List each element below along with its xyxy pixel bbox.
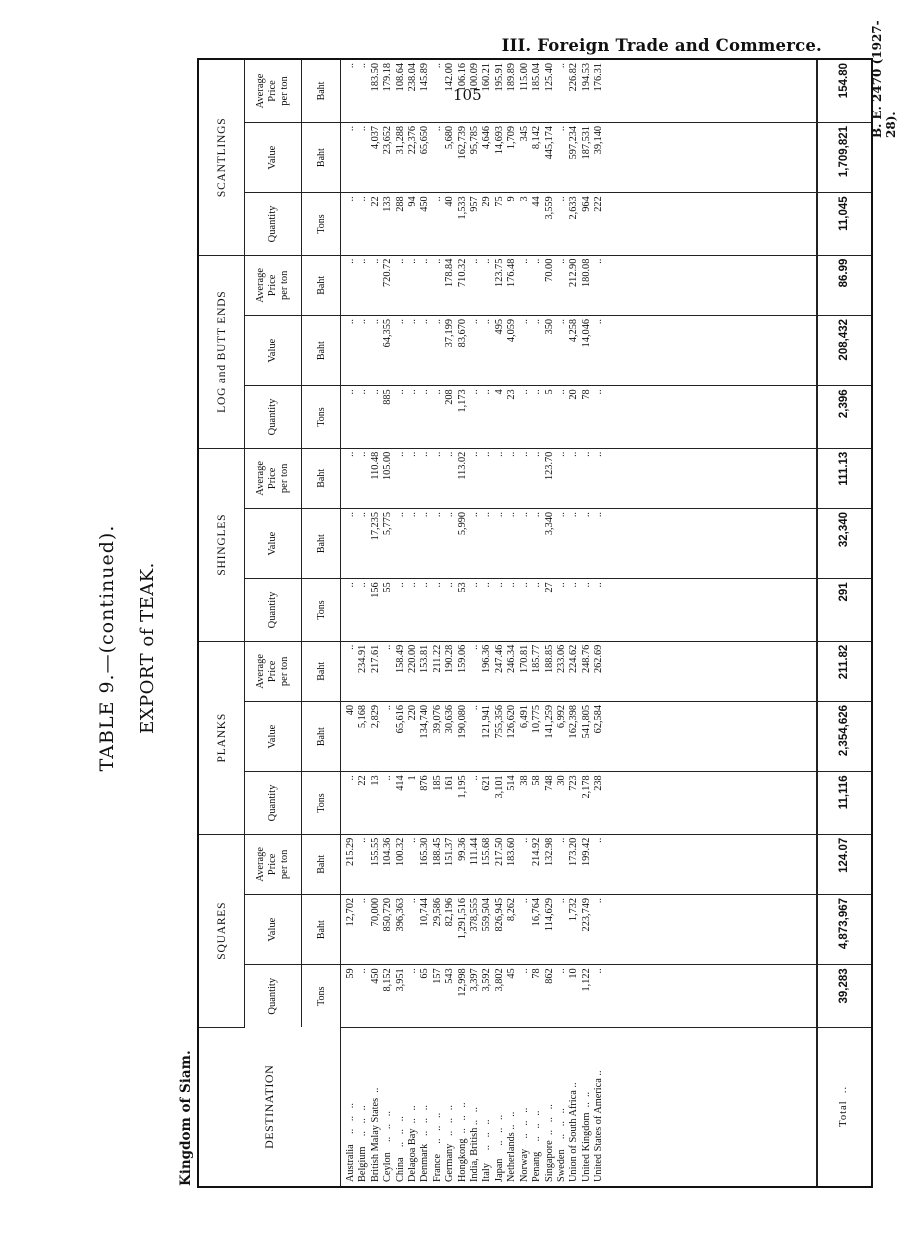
quantity-header: Quantity [245,579,302,641]
total-planks-value: 2,354,626 [817,701,871,771]
value-header: Value [245,508,302,578]
shingles-value-column: .. .. 17,235 5,775 .. .. .. .. .. 5,990 .. .. .. .. .. .. 3,340 .. .. .. .. [341,508,818,578]
unit-tons: Tons [302,579,341,641]
squares-avg-price-column: 215.29 .. 155.55 104.36 100.32 .. 165.30 188.45 151.37 99.36 111.44 155.68 217.50 183.60 .. 214.92 132.98 .. 173.20 199.42 .. [341,834,818,894]
total-squares-quantity: 39,283 [817,965,871,1027]
planks-value-column: 40 5,168 2,829 .. 65,616 220 134,740 39,076 30,636 190,080 .. 121,941 755,356 126,620 6,491 10,775 141,259 6,992 162,398 541,805 62,584 [341,701,818,771]
planks-avg-price-column: .. 234.91 217.61 .. 158.49 220.00 153.81 211.22 190.28 159.06 .. 196.36 247.46 246.34 170.81 185.77 188.85 233.06 224.62 248.76 262.69 [341,641,818,701]
table-subtitle: EXPORT of TEAK. [137,562,158,734]
log-butt-ends-group-header: LOG and BUTT ENDS [199,255,245,448]
unit-baht: Baht [302,315,341,385]
unit-baht: Baht [302,122,341,192]
total-squares-avg-price: 124.07 [817,834,871,894]
total-log-value: 208,432 [817,315,871,385]
unit-baht: Baht [302,508,341,578]
total-shingles-value: 32,340 [817,508,871,578]
total-label: Total .. [817,1027,871,1186]
teak-export-table [197,58,873,1188]
destination-header: DESTINATION [199,1027,341,1186]
table-title: TABLE 9.—(continued). [96,524,118,772]
squares-group-header: SQUARES [199,834,245,1027]
unit-baht: Baht [302,894,341,964]
shingles-group-header: SHINGLES [199,448,245,641]
unit-baht: Baht [302,701,341,771]
quantity-header: Quantity [245,772,302,834]
total-scantlings-quantity: 11,045 [817,193,871,255]
total-scantlings-value: 1,709,821 [817,122,871,192]
log-quantity-column: .. .. .. 885 .. .. .. .. 208 1,173 .. .. 4 23 .. .. 5 .. 20 78 .. [341,386,818,448]
avg-price-header: Average Price per ton [245,448,302,508]
destination-list: Australia .. .. .. Belgium .. .. .. British Malay States .. Ceylon .. .. .. China .. .. .. Delagoa Bay .. .. Denmark .. .. .. France .. .. .. Germany .. .. .. Hongkong .. .. .. India, British .. .. Italy .. .. .. Japan .. .. .. Netherlands .. .. Norway .. .. .. Penang .. .. .. Singapore .. .. .. Sweden .. .. .. Union of South Africa .. United Kingdom .. .. United States of America .. [345,1070,605,1182]
total-scantlings-avg-price: 154.80 [817,60,871,122]
unit-baht: Baht [302,641,341,701]
unit-baht: Baht [302,834,341,894]
value-header: Value [245,701,302,771]
running-header: III. Foreign Trade and Commerce. [501,36,822,55]
total-planks-quantity: 11,116 [817,772,871,834]
squares-quantity-column: 59 .. 450 8,152 3,951 .. 65 157 543 12,998 3,397 3,592 3,802 45 .. 78 862 .. 10 1,122 .. [341,965,818,1027]
quantity-header: Quantity [245,193,302,255]
total-planks-avg-price: 211.82 [817,641,871,701]
unit-baht: Baht [302,448,341,508]
log-avg-price-column: .. .. .. 720.72 .. .. .. .. 178.84 710.32 .. .. 123.75 176.48 .. .. 70.00 .. 212.90 180.08 .. [341,255,818,315]
avg-price-header: Average Price per ton [245,255,302,315]
log-value-column: .. .. .. 64,355 .. .. .. .. 37,199 83,670 .. .. 495 4,059 .. .. 350 .. 4,258 14,046 .. [341,315,818,385]
squares-value-column: 12,702 .. 70,000 850,720 396,363 .. 10,744 29,586 82,196 1,291,516 378,555 559,504 826,945 8,262 .. 16,764 114,629 .. 1,732 223,749 .. [341,894,818,964]
total-shingles-avg-price: 111.13 [817,448,871,508]
value-header: Value [245,894,302,964]
era-label: B. E. 2470 (1927-28). [870,20,898,138]
quantity-header: Quantity [245,965,302,1027]
kingdom-label: Kingdom of Siam. [178,1050,194,1186]
unit-tons: Tons [302,772,341,834]
unit-tons: Tons [302,193,341,255]
total-log-quantity: 2,396 [817,386,871,448]
total-log-avg-price: 86.99 [817,255,871,315]
value-header: Value [245,122,302,192]
page-number: 105 [453,86,482,104]
avg-price-header: Average Price per ton [245,60,302,122]
unit-tons: Tons [302,965,341,1027]
avg-price-header: Average Price per ton [245,641,302,701]
unit-tons: Tons [302,386,341,448]
planks-group-header: PLANKS [199,641,245,834]
avg-price-header: Average Price per ton [245,834,302,894]
scantlings-avg-price-column: .. .. 183.50 179.18 108.64 238.04 145.89 .. 142.00 106.16 100.09 160.21 195.91 189.89 115.00 185.04 125.40 .. 226.82 194.53 176.31 [341,60,818,122]
total-shingles-quantity: 291 [817,579,871,641]
shingles-quantity-column: .. .. 156 55 .. .. .. .. .. 53 .. .. .. .. .. .. 27 .. .. .. .. [341,579,818,641]
total-squares-value: 4,873,967 [817,894,871,964]
scantlings-value-column: .. .. 4,037 23,652 31,288 22,376 65,650 .. 5,680 162,739 95,785 4,646 14,693 1,709 345 8,142 445,174 .. 597,234 187,531 39,140 [341,122,818,192]
unit-baht: Baht [302,255,341,315]
unit-baht: Baht [302,60,341,122]
scantlings-quantity-column: .. .. 22 133 288 94 450 .. 40 1,533 957 29 75 9 3 44 3,559 .. 2,633 964 222 [341,193,818,255]
planks-quantity-column: .. 22 13 .. 414 1 876 185 161 1,195 .. 621 3,101 514 38 58 748 30 723 2,178 238 [341,772,818,834]
value-header: Value [245,315,302,385]
quantity-header: Quantity [245,386,302,448]
scantlings-group-header: SCANTLINGS [199,60,245,255]
shingles-avg-price-column: .. .. 110.48 105.00 .. .. .. .. .. 113.02 .. .. .. .. .. .. 123.70 .. .. .. .. [341,448,818,508]
